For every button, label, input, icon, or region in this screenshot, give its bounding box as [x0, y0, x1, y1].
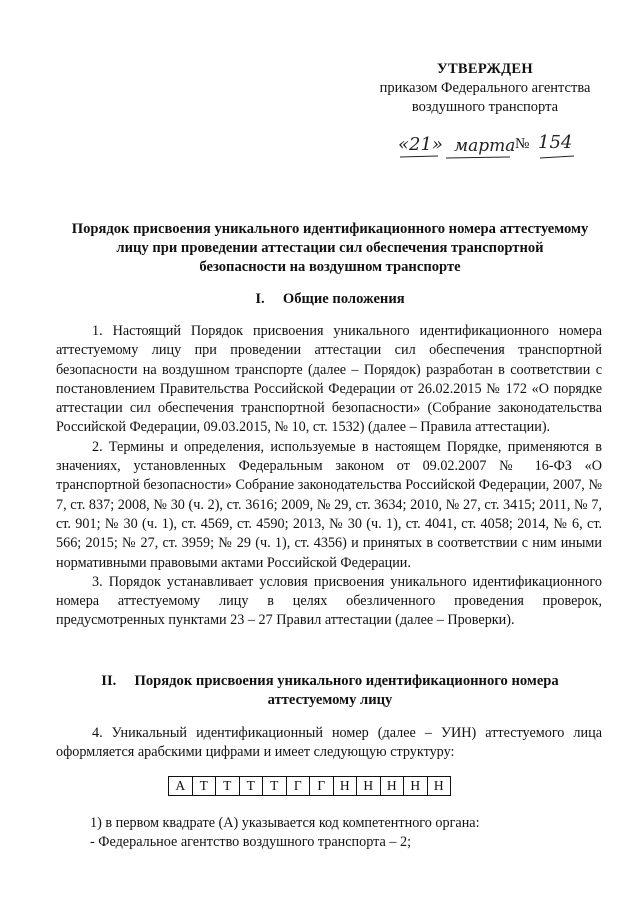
- uin-cell: Н: [433, 778, 444, 793]
- document-title: [40, 220, 620, 277]
- order-day: «21»: [398, 134, 443, 155]
- approval-block: [370, 60, 600, 117]
- uin-cell: Н: [381, 777, 405, 795]
- uin-cell: А: [169, 777, 193, 795]
- paragraph-2: 2. Термины и определения, используемые в настоящем Порядке, применяются в значениях, установленных Федеральным законом от 09.02.2007 № 16-ФЗ «О транспортной безопасности» Собрание законодательства Российской Федерации, 2007, № 7, ст. 837; 2008, № 30 (ч. 2), ст. 3616; 2009, № 29, ст. 3634; 2010, № 27, ст. 3415; 2011, № 7, ст. 901; № 30 (ч. 1), ст. 4569, ст. 4590; 2013, № 30 (ч. 1), ст. 4041, ст. 4058; 2014, № 6, ст. 566; 2015; № 27, ст. 3959; № 29 (ч. 1), ст. 4356) и принятых в соответствии с ним иными нормативными правовыми актами Российской Федерации.: [56, 438, 602, 571]
- item-1-sub: - Федеральное агентство воздушного транспорта – 2;: [90, 834, 412, 851]
- order-number: 154: [538, 132, 573, 153]
- uin-cell: Т: [240, 777, 264, 795]
- paragraph-3: 3. Порядок устанавливает условия присвоения уникального идентификационного номера аттестуемому лицу в целях обезличенного проведения проверок, предусмотренных пунктами 23 – 27 Правил аттестации (далее – Проверки).: [56, 573, 602, 629]
- approval-heading: УТВЕРЖДЕН: [437, 61, 533, 77]
- uin-structure-table: [168, 776, 451, 796]
- item-1: 1) в первом квадрате (А) указывается код компетентного органа:: [90, 815, 480, 831]
- uin-cell: Н: [404, 777, 428, 795]
- uin-cell: Т: [193, 777, 217, 795]
- paragraph-4-block: [56, 724, 602, 763]
- section-1-heading: I. Общие положения: [255, 291, 405, 307]
- uin-cell: Г: [287, 777, 311, 795]
- uin-items: [56, 814, 602, 853]
- order-number-label: №: [515, 136, 530, 152]
- paragraph-1: 1. Настоящий Порядок присвоения уникального идентификационного номера аттестуемому лицу при проведении аттестации сил обеспечения транспортной безопасности на воздушном транспорте (далее – Порядок) разработан в соответствии с постановлением Правительства Российской Федерации от 26.02.2015 № 172 «О порядке аттестации сил обеспечения транспортной безопасности» (Собрание законодательства Российской Федерации, 09.03.2015, № 10, ст. 1532) (далее – Правила аттестации).: [56, 323, 602, 436]
- section-1-body: [56, 322, 602, 631]
- section-2-heading: [40, 672, 620, 710]
- approval-line-1: приказом Федерального агентства: [379, 80, 591, 96]
- title-line-1: Порядок присвоения уникального идентификационного номера аттестуемому: [71, 221, 589, 237]
- title-line-2: лицу при проведении аттестации сил обеспечения транспортной: [116, 240, 544, 256]
- section-2-heading-line-1: II. Порядок присвоения уникального идентификационного номера: [101, 673, 559, 689]
- uin-cell: Н: [334, 777, 358, 795]
- paragraph-4: 4. Уникальный идентификационный номер (далее – УИН) аттестуемого лица оформляется арабскими цифрами и имеет следующую структуру:: [56, 725, 602, 761]
- approval-line-2: воздушного транспорта: [411, 99, 559, 115]
- uin-cell: Т: [216, 777, 240, 795]
- section-2-heading-line-2: аттестуемому лицу: [267, 692, 393, 708]
- uin-cell: Н: [357, 777, 381, 795]
- order-date-number: [398, 128, 598, 162]
- signature-underline: [398, 154, 598, 162]
- order-month: марта: [454, 136, 516, 156]
- title-line-3: безопасности на воздушном транспорте: [199, 259, 461, 275]
- uin-cell: Т: [263, 777, 287, 795]
- uin-cell: Г: [310, 777, 334, 795]
